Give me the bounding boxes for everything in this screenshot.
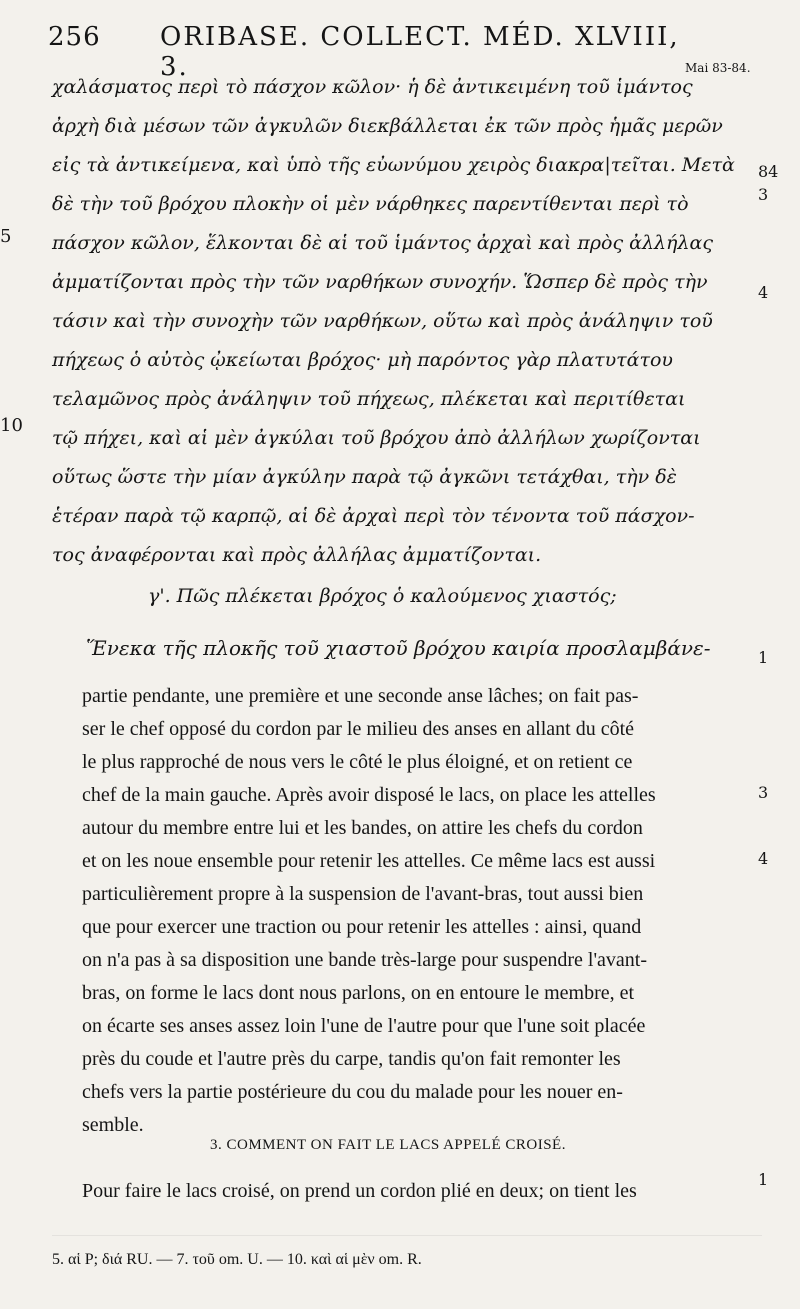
greek-line: χαλάσματος περὶ τὸ πάσχον κῶλον· ἡ δὲ ἀντικειμένη τοῦ ἱμάντος xyxy=(52,76,693,98)
margin-number-1: 1 xyxy=(758,648,769,667)
greek-line: τος ἀναφέρονται καὶ πρὸς ἀλλήλας ἀμματίζονται. xyxy=(52,544,542,566)
margin-number-4-fr: 4 xyxy=(758,849,769,868)
greek-line: εἰς τὰ ἀντικείμενα, καὶ ὑπὸ τῆς εὐωνύμου χειρὸς διακρα|τεῖται. Μετὰ xyxy=(52,154,735,176)
footnote-divider xyxy=(52,1235,762,1236)
french-line: et on les noue ensemble pour retenir les attelles. Ce même lacs est aussi xyxy=(82,850,656,872)
french-chapter-heading: 3. COMMENT ON FAIT LE LACS APPELÉ CROISÉ. xyxy=(210,1137,566,1153)
french-line: on écarte ses anses assez loin l'une de l'autre pour que l'une soit placée xyxy=(82,1015,646,1037)
footnote: 5. αἱ P; διά RU. — 7. τοῦ om. U. — 10. καὶ αἱ μὲν om. R. xyxy=(52,1251,422,1268)
greek-chapter-heading: γ'. Πῶς πλέκεται βρόχος ὁ καλούμενος χιαστός; xyxy=(148,585,617,607)
french-line: chefs vers la partie postérieure du cou du malade pour les nouer en- xyxy=(82,1081,623,1103)
french-line: on n'a pas à sa disposition une bande très-large pour suspendre l'avant- xyxy=(82,949,648,971)
margin-reference: Mai 83-84. xyxy=(685,61,751,75)
french-line: semble. xyxy=(82,1114,144,1136)
french-text-block xyxy=(82,680,762,1142)
greek-line: οὕτως ὥστε τὴν μίαν ἀγκύλην παρὰ τῷ ἀγκῶνι τετάχθαι, τὴν δὲ xyxy=(52,466,677,488)
greek-line: ἑτέραν παρὰ τῷ καρπῷ, αἱ δὲ ἀρχαὶ περὶ τὸν τένοντα τοῦ πάσχον- xyxy=(52,505,695,527)
french-line: ser le chef opposé du cordon par le milieu des anses en allant du côté xyxy=(82,718,635,740)
french-line: que pour exercer une traction ou pour retenir les attelles : ainsi, quand xyxy=(82,916,642,938)
page-header xyxy=(48,22,688,82)
greek-line: πήχεως ὁ αὐτὸς ᾠκείωται βρόχος· μὴ παρόντος γὰρ πλατυτάτου xyxy=(52,349,673,371)
french-line: près du coude et l'autre près du carpe, tandis qu'on fait remonter les xyxy=(82,1048,621,1070)
running-title: ORIBASE. COLLECT. MÉD. XLVIII, 3. xyxy=(160,22,680,82)
french-line: le plus rapproché de nous vers le côté le plus éloigné, et on retient ce xyxy=(82,751,633,773)
page-number: 256 xyxy=(48,22,101,52)
greek-line: τάσιν καὶ τὴν συνοχὴν τῶν ναρθήκων, οὕτω καὶ πρὸς ἀνάληψιν τοῦ xyxy=(52,310,713,332)
french-line: particulièrement propre à la suspension de l'avant-bras, tout aussi bien xyxy=(82,883,644,905)
greek-line: δὲ τὴν τοῦ βρόχου πλοκὴν οἱ μὲν νάρθηκες παρεντίθενται περὶ τὸ xyxy=(52,193,689,215)
greek-text-block xyxy=(52,68,764,575)
margin-number-1-fr: 1 xyxy=(758,1170,769,1189)
margin-number-3: 3 xyxy=(758,185,769,204)
greek-line: ἀμματίζονται πρὸς τὴν τῶν ναρθήκων συνοχήν. Ὥσπερ δὲ πρὸς τὴν xyxy=(52,271,708,293)
greek-line: πάσχον κῶλον, ἕλκονται δὲ αἱ τοῦ ἱμάντος ἀρχαὶ καὶ πρὸς ἀλλήλας xyxy=(52,232,713,254)
margin-number-3-fr: 3 xyxy=(758,783,769,802)
line-number-5: 5 xyxy=(0,226,12,247)
greek-chapter-opening: Ἕνεκα τῆς πλοκῆς τοῦ χιαστοῦ βρόχου καιρία προσλαμβάνε- xyxy=(86,636,711,660)
margin-number-4: 4 xyxy=(758,283,769,302)
greek-line: τελαμῶνος πρὸς ἀνάληψιν τοῦ πήχεως, πλέκεται καὶ περιτίθεται xyxy=(52,388,686,410)
french-chapter-opening: Pour faire le lacs croisé, on prend un cordon plié en deux; on tient les xyxy=(82,1180,637,1202)
french-line: bras, on forme le lacs dont nous parlons, on en entoure le membre, et xyxy=(82,982,635,1004)
line-number-10: 10 xyxy=(0,415,23,436)
margin-number-84: 84 xyxy=(758,162,779,181)
greek-line: ἀρχὴ διὰ μέσων τῶν ἀγκυλῶν διεκβάλλεται ἐκ τῶν πρὸς ἡμᾶς μερῶν xyxy=(52,115,723,137)
french-line: autour du membre entre lui et les bandes, on attire les chefs du cordon xyxy=(82,817,643,839)
french-line: partie pendante, une première et une seconde anse lâches; on fait pas- xyxy=(82,685,639,707)
french-line: chef de la main gauche. Après avoir disposé le lacs, on place les attelles xyxy=(82,784,656,806)
greek-line: τῷ πήχει, καὶ αἱ μὲν ἀγκύλαι τοῦ βρόχου ἀπὸ ἀλλήλων χωρίζονται xyxy=(52,427,701,449)
